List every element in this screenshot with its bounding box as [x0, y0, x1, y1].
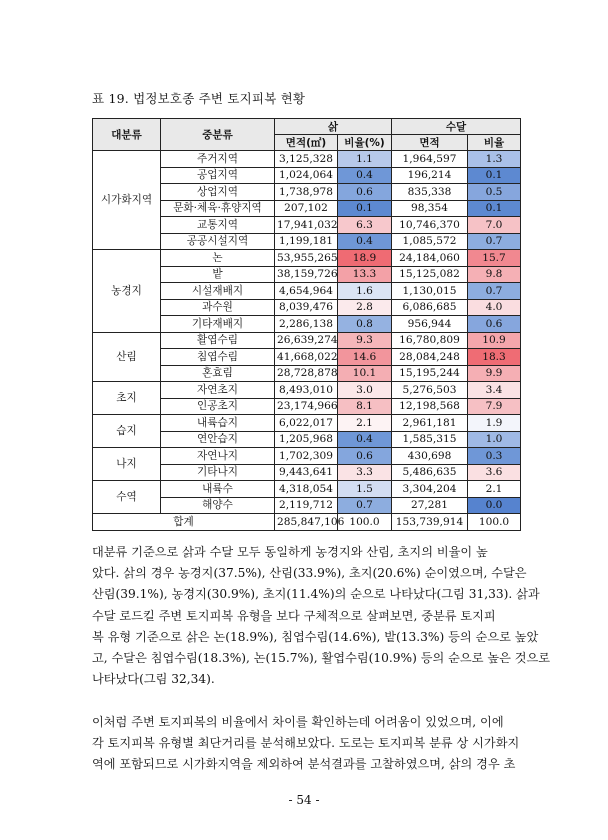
ratio-sal-cell: 0.6 [338, 184, 392, 201]
area-sudal-cell: 16,780,809 [392, 332, 468, 349]
area-sudal-cell: 2,961,181 [392, 415, 468, 432]
table-row [93, 332, 521, 349]
area-sal-cell: 1,702,309 [275, 448, 338, 465]
ratio-sudal-cell: 0.0 [468, 497, 521, 514]
area-sal-cell: 1,199,181 [275, 233, 338, 250]
category-cell: 나지 [93, 448, 161, 481]
ratio-sal-cell: 0.6 [338, 448, 392, 465]
ratio-sudal-cell: 0.7 [468, 283, 521, 300]
ratio-sal-cell: 3.0 [338, 382, 392, 399]
subcategory-cell: 문화·체육·휴양지역 [161, 200, 275, 217]
category-cell: 산림 [93, 332, 161, 382]
area-sudal-cell: 10,746,370 [392, 217, 468, 234]
ratio-sudal-cell: 9.9 [468, 365, 521, 382]
area-sudal-cell: 3,304,204 [392, 481, 468, 498]
ratio-sal-cell: 0.7 [338, 497, 392, 514]
ratio-sal-cell: 2.1 [338, 415, 392, 432]
subcategory-cell: 과수원 [161, 299, 275, 316]
ratio-sudal-cell: 10.9 [468, 332, 521, 349]
header-area-sal: 면적(㎡) [275, 135, 338, 151]
subcategory-cell: 시설재배지 [161, 283, 275, 300]
area-sal-cell: 207,102 [275, 200, 338, 217]
paragraph-line: 았다. 삵의 경우 농경지(37.5%), 산림(33.9%), 초지(20.6%) 순이였으며, 수달은 [92, 566, 527, 581]
area-sudal-cell: 5,276,503 [392, 382, 468, 399]
ratio-sudal-cell: 0.1 [468, 167, 521, 184]
table-row [93, 151, 521, 168]
ratio-sal-cell: 18.9 [338, 250, 392, 267]
ratio-sudal-cell: 9.8 [468, 266, 521, 283]
area-sal-cell: 28,728,878 [275, 365, 338, 382]
ratio-sudal-cell: 1.3 [468, 151, 521, 168]
ratio-sal-cell: 0.4 [338, 233, 392, 250]
ratio-sudal-cell: 18.3 [468, 349, 521, 366]
area-sal-cell: 8,039,476 [275, 299, 338, 316]
subcategory-cell: 연안습지 [161, 431, 275, 448]
subcategory-cell: 침엽수림 [161, 349, 275, 366]
ratio-sudal-cell: 0.6 [468, 316, 521, 333]
category-cell: 농경지 [93, 250, 161, 333]
header-sal: 삵 [275, 119, 392, 135]
total-ratio-sal-cell: 100.0 [338, 514, 392, 531]
area-sal-cell: 23,174,966 [275, 398, 338, 415]
area-sudal-cell: 1,964,597 [392, 151, 468, 168]
area-sal-cell: 8,493,010 [275, 382, 338, 399]
header-area-sudal: 면적 [392, 135, 468, 151]
category-cell: 초지 [93, 382, 161, 415]
area-sal-cell: 1,738,978 [275, 184, 338, 201]
subcategory-cell: 해양수 [161, 497, 275, 514]
ratio-sudal-cell: 0.1 [468, 200, 521, 217]
subcategory-cell: 기타나지 [161, 464, 275, 481]
subcategory-cell: 내륙수 [161, 481, 275, 498]
table-row [93, 250, 521, 267]
area-sal-cell: 17,941,032 [275, 217, 338, 234]
area-sal-cell: 6,022,017 [275, 415, 338, 432]
ratio-sal-cell: 0.4 [338, 431, 392, 448]
header-category: 대분류 [93, 119, 161, 151]
area-sudal-cell: 1,585,315 [392, 431, 468, 448]
ratio-sudal-cell: 0.5 [468, 184, 521, 201]
area-sal-cell: 1,205,968 [275, 431, 338, 448]
area-sudal-cell: 430,698 [392, 448, 468, 465]
total-area-sal-cell: 285,847,106 [275, 514, 338, 531]
ratio-sal-cell: 9.3 [338, 332, 392, 349]
paragraph-line: 대분류 기준으로 삵과 수달 모두 동일하게 농경지와 산림, 초지의 비율이 높 [92, 545, 488, 559]
ratio-sal-cell: 13.3 [338, 266, 392, 283]
table-row [93, 481, 521, 498]
paragraph-line: 이처럼 주변 토지피복의 비율에서 차이를 확인하는데 어려움이 있었으며, 이에 [92, 715, 504, 729]
area-sudal-cell: 5,486,635 [392, 464, 468, 481]
subcategory-cell: 상업지역 [161, 184, 275, 201]
paragraph-line: 각 토지피복 유형별 최단거리를 분석해보았다. 도로는 토지피복 분류 상 시가화지 [92, 736, 520, 751]
ratio-sal-cell: 2.8 [338, 299, 392, 316]
subcategory-cell: 교통지역 [161, 217, 275, 234]
paragraph-line: 고, 수달은 침엽수림(18.3%), 논(15.7%), 활엽수림(10.9%) 등의 순으로 높은 것으로 [92, 651, 551, 666]
subcategory-cell: 공공시설지역 [161, 233, 275, 250]
ratio-sal-cell: 0.4 [338, 167, 392, 184]
ratio-sal-cell: 14.6 [338, 349, 392, 366]
total-row [93, 514, 521, 531]
subcategory-cell: 자연초지 [161, 382, 275, 399]
ratio-sal-cell: 6.3 [338, 217, 392, 234]
area-sal-cell: 26,639,274 [275, 332, 338, 349]
land-cover-table [92, 118, 521, 531]
subcategory-cell: 인공초지 [161, 398, 275, 415]
area-sudal-cell: 27,281 [392, 497, 468, 514]
table-row [93, 448, 521, 465]
paragraph-line: 역에 포함되므로 시가화지역을 제외하여 분석결과를 고찰하였으며, 삵의 경우 초 [92, 757, 516, 772]
ratio-sudal-cell: 2.1 [468, 481, 521, 498]
header-sudal: 수달 [392, 119, 521, 135]
subcategory-cell: 논 [161, 250, 275, 267]
area-sal-cell: 4,654,964 [275, 283, 338, 300]
subcategory-cell: 밭 [161, 266, 275, 283]
area-sal-cell: 41,668,022 [275, 349, 338, 366]
area-sal-cell: 4,318,054 [275, 481, 338, 498]
area-sal-cell: 9,443,641 [275, 464, 338, 481]
subcategory-cell: 내륙습지 [161, 415, 275, 432]
total-label-cell: 합계 [93, 514, 275, 531]
area-sudal-cell: 1,085,572 [392, 233, 468, 250]
ratio-sal-cell: 0.1 [338, 200, 392, 217]
ratio-sudal-cell: 7.0 [468, 217, 521, 234]
paragraph-line: 수달 로드킬 주변 토지피복 유형을 보다 구체적으로 살펴보면, 중분류 토지피 [92, 608, 496, 623]
page-number: - 54 - [288, 793, 320, 807]
ratio-sal-cell: 8.1 [338, 398, 392, 415]
body-paragraph-2 [92, 712, 520, 776]
area-sudal-cell: 6,086,685 [392, 299, 468, 316]
area-sal-cell: 3,125,328 [275, 151, 338, 168]
area-sudal-cell: 24,184,060 [392, 250, 468, 267]
ratio-sal-cell: 1.6 [338, 283, 392, 300]
ratio-sudal-cell: 0.7 [468, 233, 521, 250]
subcategory-cell: 혼효림 [161, 365, 275, 382]
header-ratio-sal: 비율(%) [338, 135, 392, 151]
table-row [93, 382, 521, 399]
ratio-sudal-cell: 1.0 [468, 431, 521, 448]
table-body [93, 151, 521, 531]
category-cell: 시가화지역 [93, 151, 161, 250]
area-sal-cell: 38,159,726 [275, 266, 338, 283]
subcategory-cell: 주거지역 [161, 151, 275, 168]
area-sudal-cell: 15,195,244 [392, 365, 468, 382]
area-sudal-cell: 98,354 [392, 200, 468, 217]
ratio-sal-cell: 3.3 [338, 464, 392, 481]
ratio-sudal-cell: 3.4 [468, 382, 521, 399]
total-ratio-sudal-cell: 100.0 [468, 514, 521, 531]
ratio-sudal-cell: 7.9 [468, 398, 521, 415]
area-sudal-cell: 196,214 [392, 167, 468, 184]
ratio-sudal-cell: 1.9 [468, 415, 521, 432]
area-sal-cell: 53,955,265 [275, 250, 338, 267]
area-sal-cell: 2,286,138 [275, 316, 338, 333]
ratio-sudal-cell: 4.0 [468, 299, 521, 316]
area-sal-cell: 1,024,064 [275, 167, 338, 184]
area-sudal-cell: 12,198,568 [392, 398, 468, 415]
header-subcategory: 중분류 [161, 119, 275, 151]
total-area-sudal-cell: 153,739,914 [392, 514, 468, 531]
category-cell: 수역 [93, 481, 161, 514]
table-row [93, 415, 521, 432]
header-ratio-sudal: 비율 [468, 135, 521, 151]
table-caption: 표 19. 법정보호종 주변 토지피복 현황 [92, 91, 306, 106]
ratio-sal-cell: 0.8 [338, 316, 392, 333]
area-sudal-cell: 956,944 [392, 316, 468, 333]
subcategory-cell: 공업지역 [161, 167, 275, 184]
area-sudal-cell: 15,125,082 [392, 266, 468, 283]
subcategory-cell: 자연나지 [161, 448, 275, 465]
paragraph-line: 산림(39.1%), 농경지(30.9%), 초지(11.4%)의 순으로 나타났다(그림 31,33). 삵과 [92, 587, 540, 602]
ratio-sudal-cell: 0.3 [468, 448, 521, 465]
subcategory-cell: 활엽수림 [161, 332, 275, 349]
ratio-sudal-cell: 3.6 [468, 464, 521, 481]
area-sudal-cell: 28,084,248 [392, 349, 468, 366]
paragraph-line: 나타났다(그림 32,34). [92, 672, 215, 687]
ratio-sal-cell: 10.1 [338, 365, 392, 382]
area-sudal-cell: 835,338 [392, 184, 468, 201]
ratio-sal-cell: 1.1 [338, 151, 392, 168]
ratio-sudal-cell: 15.7 [468, 250, 521, 267]
ratio-sal-cell: 1.5 [338, 481, 392, 498]
category-cell: 습지 [93, 415, 161, 448]
area-sudal-cell: 1,130,015 [392, 283, 468, 300]
area-sal-cell: 2,119,712 [275, 497, 338, 514]
body-paragraph-1 [92, 542, 551, 690]
subcategory-cell: 기타재배지 [161, 316, 275, 333]
paragraph-line: 복 유형 기준으로 삵은 논(18.9%), 침엽수림(14.6%), 밭(13.3%) 등의 순으로 높았 [92, 629, 539, 644]
